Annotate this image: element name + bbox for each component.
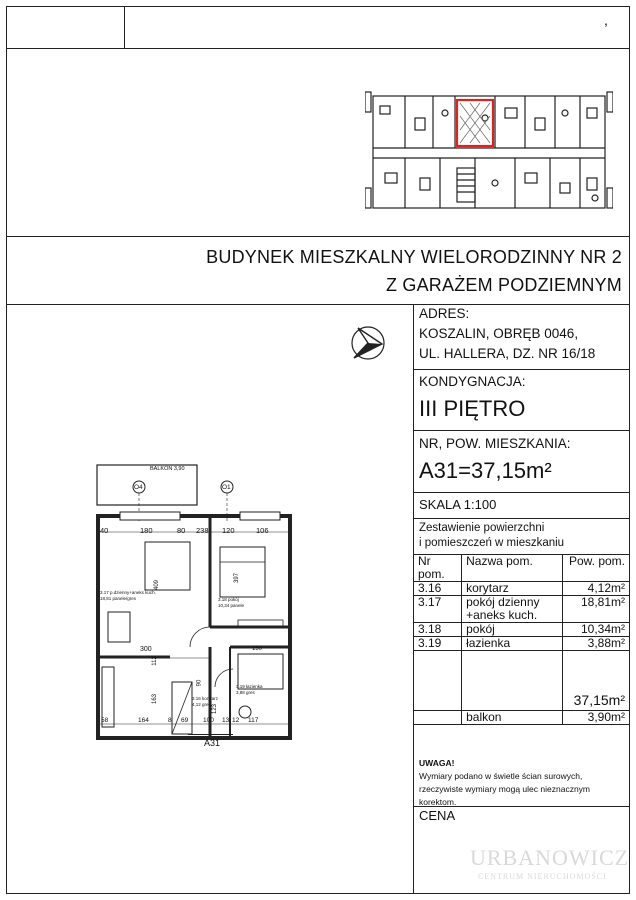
divider bbox=[6, 48, 630, 49]
divider bbox=[413, 430, 630, 431]
watermark-logo: URBANOWICZ bbox=[470, 845, 630, 870]
room-label: 3.16 korytarz bbox=[192, 696, 219, 701]
wardrobe bbox=[238, 620, 283, 626]
divider bbox=[413, 806, 630, 807]
room-name: korytarz bbox=[462, 582, 563, 596]
divider bbox=[413, 518, 630, 519]
dim-label: 163 bbox=[152, 693, 159, 705]
table-row bbox=[414, 582, 630, 596]
key-plan bbox=[365, 88, 613, 216]
axis-label: O4 bbox=[134, 484, 143, 491]
dim-label: 40 bbox=[100, 526, 109, 535]
address-label: ADRES: bbox=[419, 306, 470, 321]
room-label: 3.19 łazienka bbox=[236, 684, 263, 689]
room-label: 3.18 pokój bbox=[218, 597, 239, 602]
dim-label: 238 bbox=[196, 526, 209, 535]
dim-label: 120 bbox=[222, 526, 235, 535]
room-319-label bbox=[236, 684, 263, 696]
dim-label: 90 bbox=[196, 679, 203, 687]
dim-label: 12 bbox=[232, 717, 240, 724]
bed bbox=[220, 547, 265, 597]
building-subtitle: Z GARAŻEM PODZIEMNYM bbox=[385, 275, 622, 295]
note-line3: korektom. bbox=[419, 797, 457, 807]
dim-label: 8 bbox=[168, 717, 172, 724]
apartment-tag: A31 bbox=[204, 738, 221, 748]
floor-label: KONDYGNACJA: bbox=[419, 374, 526, 389]
room-number: 3.16 bbox=[414, 582, 462, 596]
room-area-label: 10,34 panele bbox=[218, 603, 245, 608]
dim-label: 69 bbox=[181, 717, 189, 724]
table-row bbox=[414, 596, 630, 623]
table-row bbox=[414, 623, 630, 637]
table-row bbox=[414, 651, 630, 711]
balcony-label: BALKON 3,90 bbox=[150, 466, 185, 472]
room-number: 3.19 bbox=[414, 637, 462, 651]
floor-plan bbox=[90, 462, 300, 762]
table bbox=[108, 612, 130, 642]
column-header: Pow. pom. bbox=[563, 555, 630, 582]
room-318-label bbox=[218, 597, 244, 609]
divider bbox=[6, 304, 630, 305]
table-header-row bbox=[414, 555, 630, 582]
room-area: 10,34m² bbox=[563, 623, 630, 637]
floor-value: III PIĘTRO bbox=[419, 396, 526, 421]
dim-label: 100 bbox=[203, 717, 214, 724]
dim-label: 180 bbox=[140, 526, 153, 535]
dim-label: 123 bbox=[212, 703, 219, 715]
dim-label: 58 bbox=[101, 717, 109, 724]
watermark-subtitle: CENTRUM NIERUCHOMOŚCI bbox=[478, 872, 607, 881]
dim-label: 409 bbox=[154, 579, 161, 591]
address-line2: UL. HALLERA, DZ. NR 16/18 bbox=[419, 346, 596, 361]
balcony-area: 3,90m² bbox=[563, 711, 630, 725]
axis-label: O1 bbox=[222, 484, 231, 491]
scale-label: SKALA 1:100 bbox=[419, 497, 497, 512]
corner-mark: , bbox=[604, 12, 608, 28]
sofa bbox=[145, 542, 190, 590]
room-area-label: 3,88 gres bbox=[236, 690, 255, 695]
note-line2: rzeczywiste wymiary mogą ulec nieznacznym bbox=[419, 784, 590, 794]
building-title: BUDYNEK MIESZKALNY WIELORODZINNY NR 2 bbox=[206, 247, 622, 267]
dim-label: 80 bbox=[177, 526, 186, 535]
divider bbox=[124, 6, 125, 48]
note-line1: Wymiary podano w świetle ścian surowych, bbox=[419, 771, 583, 781]
column-header: Nr pom. bbox=[414, 555, 462, 582]
north-arrow-icon bbox=[344, 322, 392, 362]
room-area: 18,81m² bbox=[563, 596, 630, 623]
summary-subtitle: i pomieszczeń w mieszkaniu bbox=[419, 537, 565, 549]
price-label: CENA bbox=[419, 808, 456, 823]
table-row bbox=[414, 637, 630, 651]
total-area: 37,15m² bbox=[563, 651, 630, 711]
dim-label: 300 bbox=[140, 646, 152, 653]
divider bbox=[6, 236, 630, 237]
address-line1: KOSZALIN, OBRĘB 0046, bbox=[419, 326, 579, 341]
room-name: pokój bbox=[462, 623, 563, 637]
room-name: łazienka bbox=[462, 637, 563, 651]
room-area: 4,12m² bbox=[563, 582, 630, 596]
divider bbox=[413, 369, 630, 370]
dim-label: 106 bbox=[256, 526, 269, 535]
room-label: 3.17 p.dzienny+aneks kuch. bbox=[100, 590, 156, 595]
balcony-label: balkon bbox=[462, 711, 563, 725]
room-area-label: 4,12 gres bbox=[192, 702, 211, 707]
room-area-label: 18,81 panele/gres bbox=[100, 596, 137, 601]
column-header: Nazwa pom. bbox=[462, 555, 563, 582]
dim-label: 13 bbox=[222, 717, 230, 724]
rooms-table bbox=[413, 554, 630, 725]
room-number: 3.18 bbox=[414, 623, 462, 637]
divider bbox=[413, 492, 630, 493]
dim-label: 117 bbox=[248, 717, 259, 724]
room-number: 3.17 bbox=[414, 596, 462, 623]
dim-label: 164 bbox=[138, 717, 149, 724]
room-name: pokój dzienny +aneks kuch. bbox=[462, 596, 563, 623]
dim-label: 150 bbox=[252, 646, 263, 652]
tag-underline bbox=[188, 734, 233, 735]
room-317-label bbox=[100, 590, 156, 602]
apartment-value: A31=37,15m² bbox=[419, 458, 552, 483]
apartment-label: NR, POW. MIESZKANIA: bbox=[419, 436, 571, 451]
dim-label: 397 bbox=[234, 572, 241, 584]
dim-label: 112 bbox=[151, 656, 158, 666]
room-area: 3,88m² bbox=[563, 637, 630, 651]
summary-title: Zestawienie powierzchni bbox=[419, 522, 545, 534]
note-title: UWAGA! bbox=[419, 758, 455, 768]
table-row bbox=[414, 711, 630, 725]
